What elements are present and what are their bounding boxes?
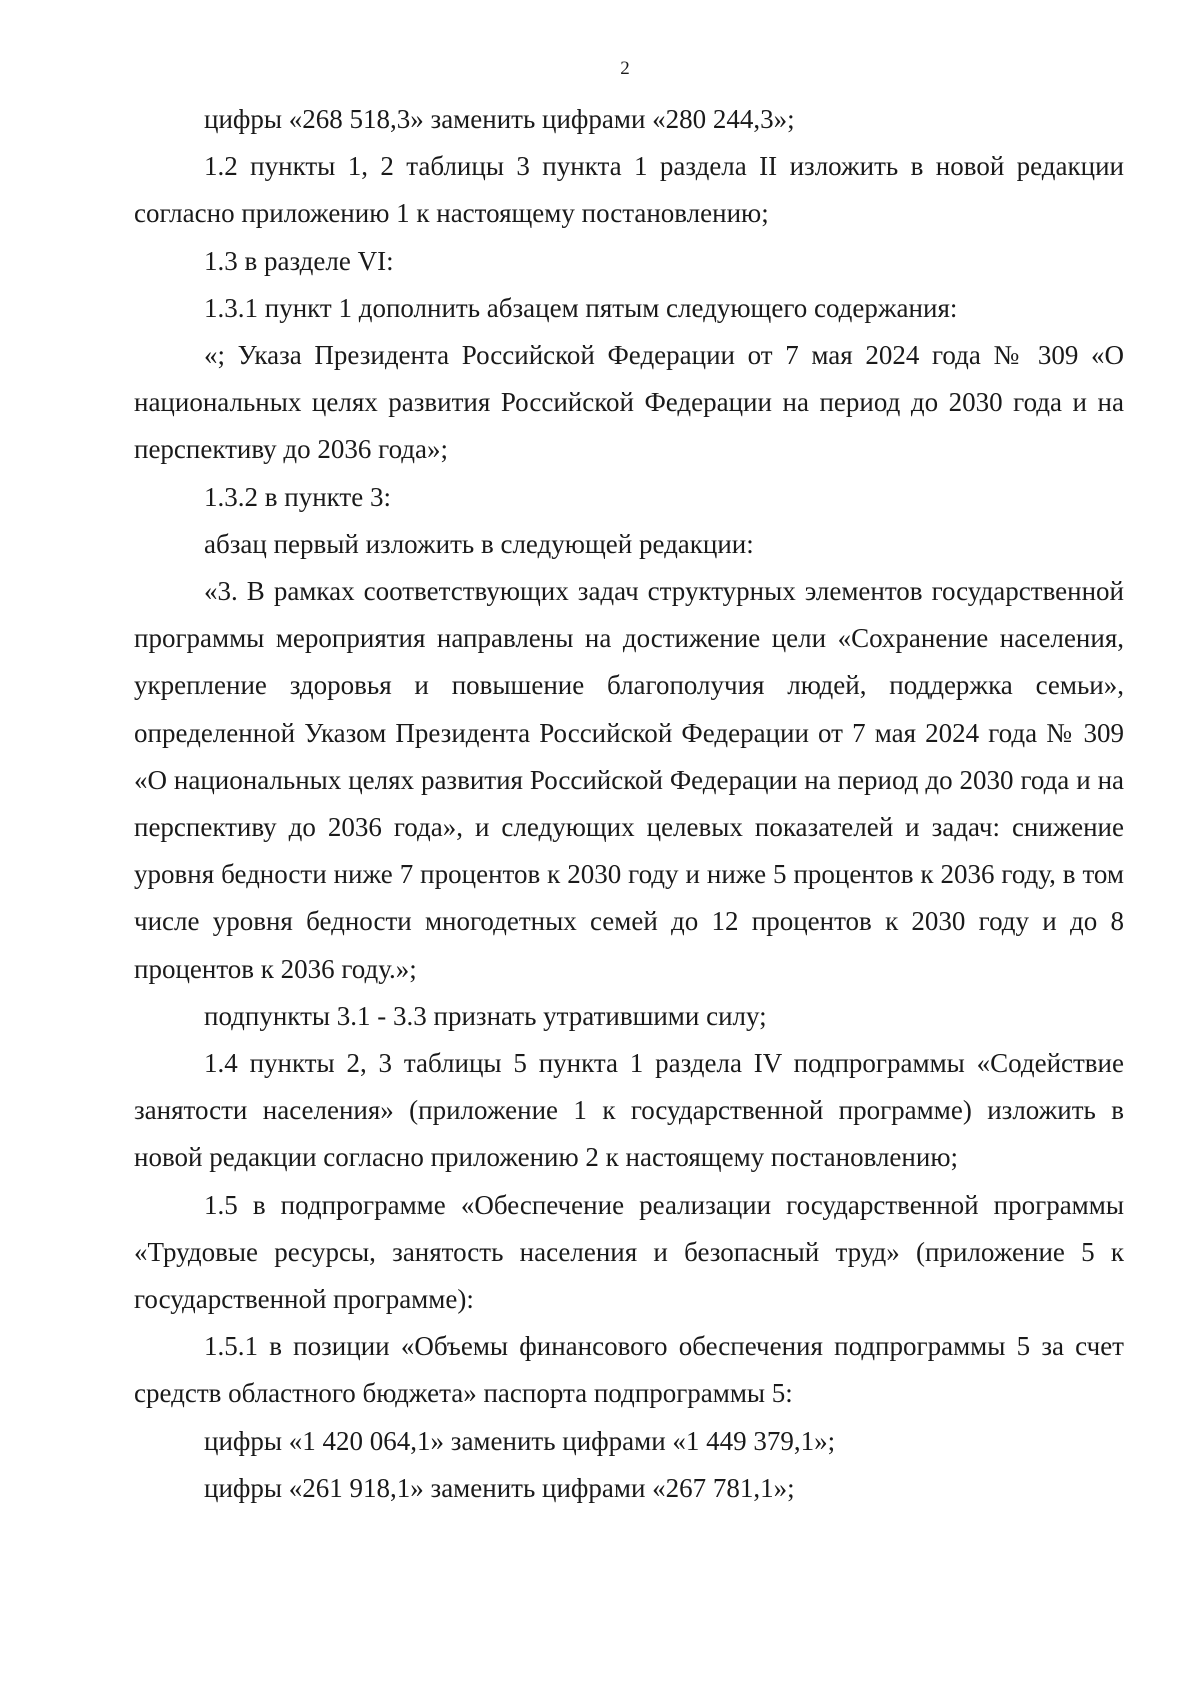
paragraph-12: 1.5.1 в позиции «Объемы финансового обеспечения подпрограммы 5 за счет средств областного бюджета» паспорта подпрограммы 5: xyxy=(134,1331,1124,1409)
document-body xyxy=(134,96,1124,1512)
paragraph-8: «3. В рамках соответствующих задач структурных элементов государственной программы мероприятия направлены на достижение цели «Сохранение населения, укрепление здоровья и повышение благополучия людей, поддержка семьи», определенной Указом Президента Российской Федерации от 7 мая 2024 года № 309 «О национальных целях развития Российской Федерации на период до 2030 года и на перспективу до 2036 года», и следующих целевых показателей и задач: снижение уровня бедности ниже 7 процентов к 2030 году и ниже 5 процентов к 2036 году, в том числе уровня бедности многодетных семей до 12 процентов к 2030 году и до 8 процентов к 2036 году.»; xyxy=(134,576,1124,984)
paragraph-7: абзац первый изложить в следующей редакции: xyxy=(204,528,754,559)
paragraph-11: 1.5 в подпрограмме «Обеспечение реализации государственной программы «Трудовые ресурсы, занятость населения и безопасный труд» (приложение 5 к государственной программе): xyxy=(134,1189,1124,1315)
paragraph-5: «; Указа Президента Российской Федерации от 7 мая 2024 года № 309 «О национальных целях развития Российской Федерации на период до 2030 года и на перспективу до 2036 года»; xyxy=(134,340,1124,465)
page-number: 2 xyxy=(620,58,630,79)
paragraph-1: цифры «268 518,3» заменить цифрами «280 244,3»; xyxy=(204,104,795,134)
paragraph-9: подпункты 3.1 - 3.3 признать утратившими силу; xyxy=(204,1000,767,1031)
paragraph-10: 1.4 пункты 2, 3 таблицы 5 пункта 1 раздела IV подпрограммы «Содействие занятости населения» (приложение 1 к государственной программе) изложить в новой редакции согласно приложению 2 к настоящему постановлению; xyxy=(134,1048,1124,1173)
paragraph-3: 1.3 в разделе VI: xyxy=(204,245,394,276)
paragraph-2: 1.2 пункты 1, 2 таблицы 3 пункта 1 раздела II изложить в новой редакции согласно приложению 1 к настоящему постановлению; xyxy=(134,151,1124,229)
paragraph-6: 1.3.2 в пункте 3: xyxy=(204,481,391,512)
paragraph-14: цифры «261 918,1» заменить цифрами «267 781,1»; xyxy=(204,1472,795,1503)
paragraph-13: цифры «1 420 064,1» заменить цифрами «1 449 379,1»; xyxy=(204,1425,836,1456)
paragraph-4: 1.3.1 пункт 1 дополнить абзацем пятым следующего содержания: xyxy=(204,292,958,323)
